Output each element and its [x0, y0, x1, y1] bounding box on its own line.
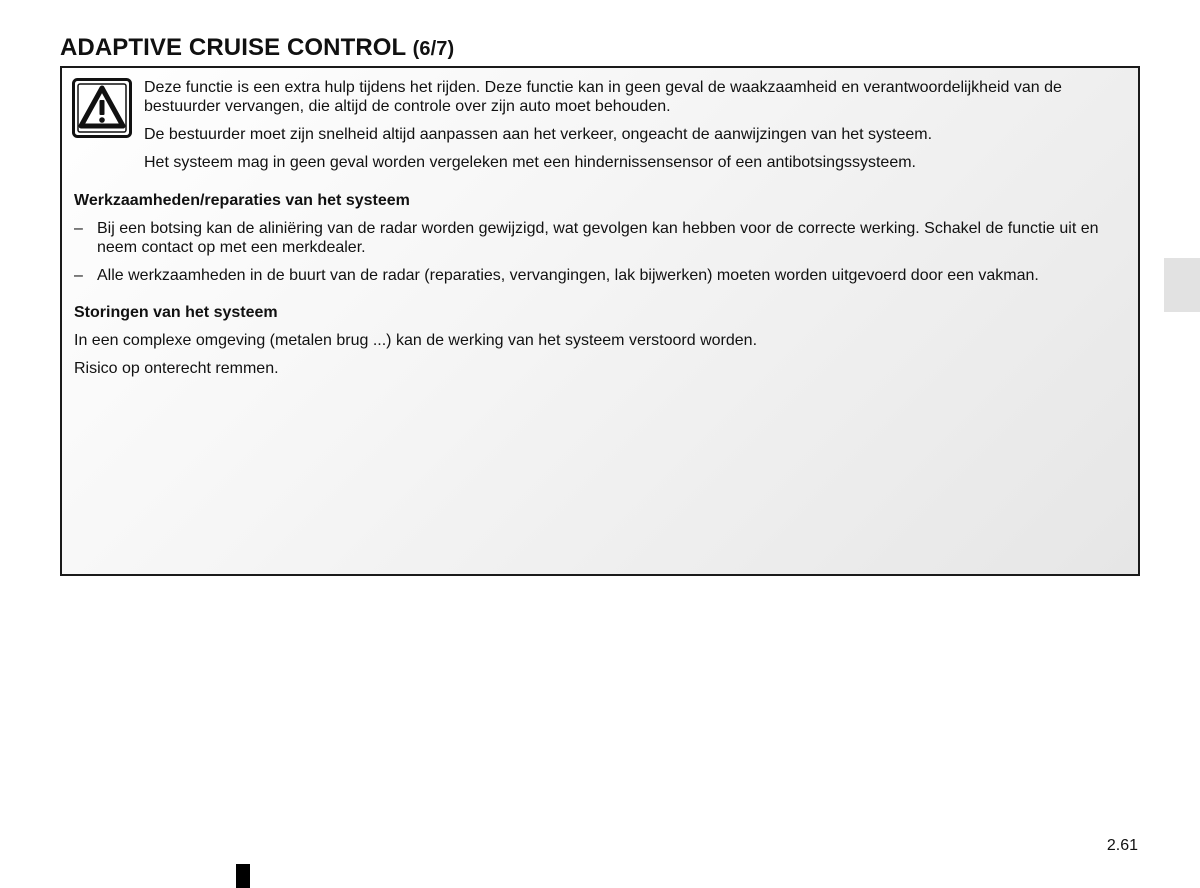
page-number: 2.61: [1106, 837, 1138, 854]
print-crop-mark: [236, 864, 250, 888]
list-item-text: Alle werkzaamheden in de buurt van de radar (reparaties, vervangingen, lak bijwerken) moeten worden uitgevoerd door een vakman.: [97, 267, 1039, 284]
dash-bullet: –: [74, 220, 83, 237]
warning-triangle-icon: [72, 78, 132, 138]
section-werkzaamheden: [74, 191, 1128, 294]
warning-intro: [144, 78, 1128, 181]
list-item: [74, 219, 1128, 257]
list-item-text: Bij een botsing kan de aliniëring van de radar worden gewijzigd, wat gevolgen kan hebben voor de correcte werking. Schakel de functie uit en neem contact op met een merkdealer.: [97, 220, 1099, 256]
dash-bullet: –: [74, 267, 83, 284]
section-storingen: [74, 303, 1128, 387]
dash-list: [74, 219, 1128, 285]
section-heading: Werkzaamheden/reparaties van het systeem: [74, 192, 410, 209]
intro-paragraph: Het systeem mag in geen geval worden vergeleken met een hindernissensensor of een antibotsingssysteem.: [144, 154, 916, 171]
section-paragraph: In een complexe omgeving (metalen brug ...) kan de werking van het systeem verstoord worden.: [74, 332, 758, 349]
intro-paragraph: Deze functie is een extra hulp tijdens het rijden. Deze functie kan in geen geval de waakzaamheid en verantwoordelijkheid van de bestuurder vervangen, die altijd de controle over zijn auto moet behouden.: [144, 79, 1062, 115]
section-heading: Storingen van het systeem: [74, 304, 278, 321]
list-item: [74, 266, 1128, 285]
title-main: ADAPTIVE CRUISE CONTROL: [60, 34, 406, 62]
title-part-indicator: (6/7): [412, 38, 455, 61]
page-title: [60, 34, 454, 62]
intro-paragraph: De bestuurder moet zijn snelheid altijd aanpassen aan het verkeer, ongeacht de aanwijzingen van het systeem.: [144, 126, 933, 143]
warning-box: [60, 66, 1140, 576]
side-tab-marker: [1164, 258, 1200, 312]
section-paragraph: Risico op onterecht remmen.: [74, 360, 279, 377]
